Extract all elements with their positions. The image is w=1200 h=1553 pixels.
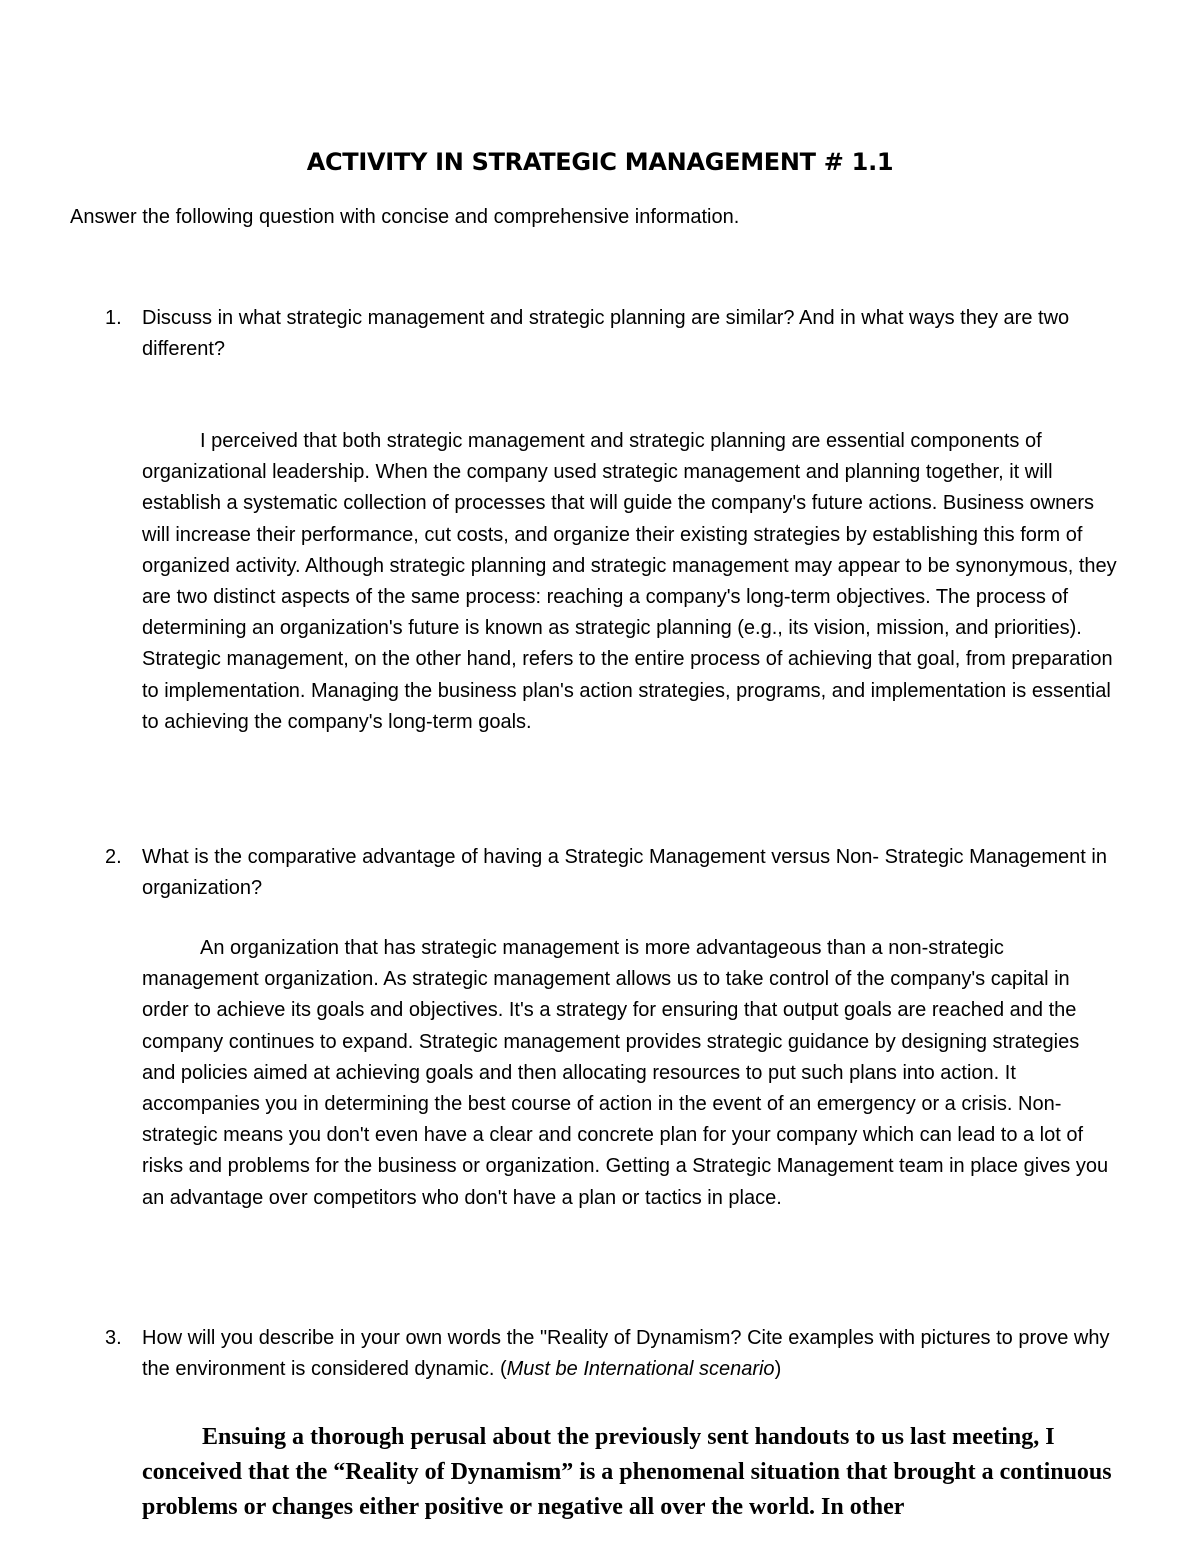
question-text-main: How will you describe in your own words the "Reality of Dynamism? Cite examples with pictures to prove why the environment is considered dynamic. ( — [142, 1327, 1110, 1380]
answer-1: I perceived that both strategic management and strategic planning are essential components of organizational leadership. When the company used strategic management and planning together, it will establish a systematic collection of processes that will guide the company's future actions. Business owners will increase their performance, cut costs, and organize their existing strategies by establishing this form of organized activity. Although strategic planning and strategic management may appear to be synonymous, they are two distinct aspects of the same process: reaching a company's long-term objectives. The process of determining an organization's future is known as strategic planning (e.g., its vision, mission, and priorities). Strategic management, on the other hand, refers to the entire process of achieving that goal, from preparation to implementation. Managing the business plan's action strategies, programs, and implementation is essential to achieving the company's long-term goals. — [142, 430, 1117, 733]
question-number: 2. — [105, 846, 122, 868]
instruction-text: Answer the following question with concise and comprehensive information. — [70, 206, 740, 228]
question-text: What is the comparative advantage of having a Strategic Management versus Non- Strategic Management in organization? — [142, 846, 1107, 899]
answer-2: An organization that has strategic management is more advantageous than a non-strategic management organization. As strategic management allows us to take control of the company's capital in order to achieve its goals and objectives. It's a strategy for ensuring that output goals are reached and the company continues to expand. Strategic management provides strategic guidance by designing strategies and policies aimed at achieving goals and then allocating resources to put such plans into action. It accompanies you in determining the best course of action in the event of an emergency or a crisis. Non-strategic means you don't even have a clear and concrete plan for your company which can lead to a lot of risks and problems for the business or organization. Getting a Strategic Management team in place gives you an advantage over competitors who don't have a plan or tactics in place. — [142, 937, 1109, 1209]
question-3 — [105, 1323, 1115, 1385]
question-text — [142, 1323, 1115, 1385]
question-text-end: ) — [774, 1358, 782, 1380]
answer-3: Ensuing a thorough perusal about the previously sent handouts to us last meeting, I conceived that the “Reality of Dynamism” is a phenomenal situation that brought a continuous problems or changes either positive or negative all over the world. In other — [142, 1424, 1112, 1520]
page-title: ACTIVITY IN STRATEGIC MANAGEMENT # 1.1 — [306, 148, 894, 176]
question-text-italic: Must be International scenario — [506, 1358, 775, 1380]
question-number: 3. — [105, 1327, 122, 1349]
question-text: Discuss in what strategic management and strategic planning are similar? And in what ways they are two different? — [142, 307, 1070, 360]
question-number: 1. — [105, 307, 122, 329]
question-1 — [105, 303, 1115, 365]
question-2 — [105, 842, 1115, 904]
